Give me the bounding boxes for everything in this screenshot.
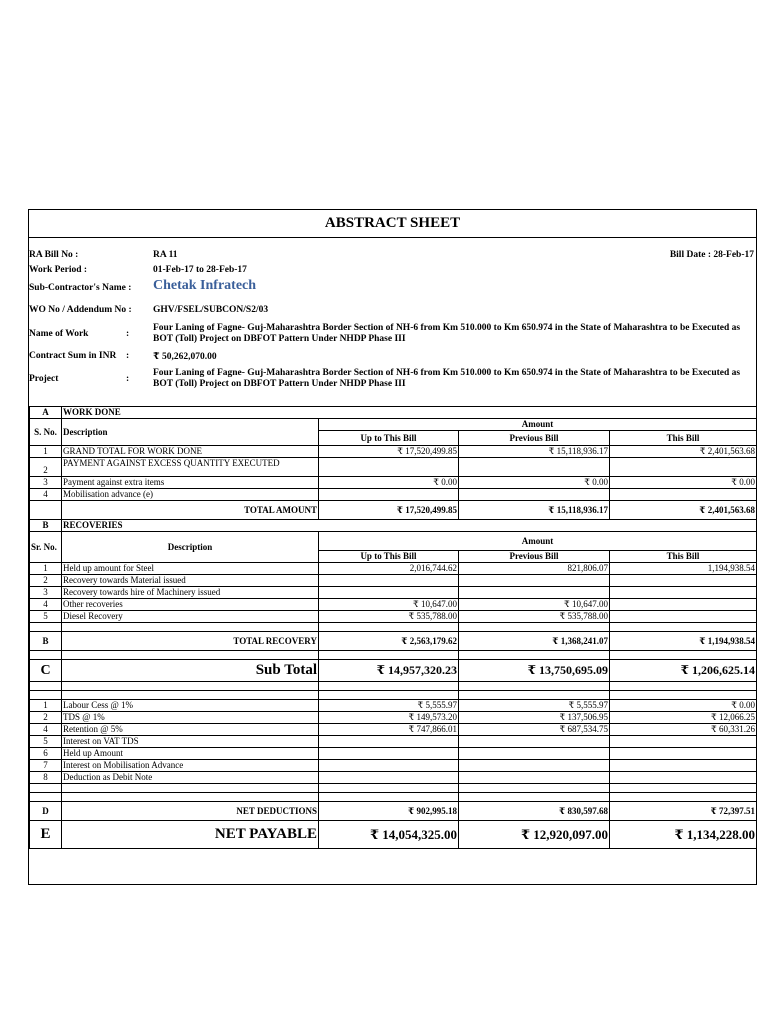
row-prev: ₹ 687,534.75 (459, 724, 610, 736)
row-no: 4 (30, 724, 62, 736)
row-no: 2 (30, 575, 62, 587)
subcontractor-label: Sub-Contractor's Name : (29, 283, 132, 293)
table-row (30, 700, 757, 712)
col-amount: Amount (319, 532, 757, 551)
col-description: Description (62, 419, 319, 446)
row-this: ₹ 2,401,563.68 (610, 446, 757, 458)
net-deductions-row (30, 802, 757, 821)
row-prev: ₹ 0.00 (459, 477, 610, 489)
name-of-work-label: Name of Work (29, 329, 89, 339)
sub-total-upto: ₹ 14,957,320.23 (319, 660, 459, 682)
row-this (610, 458, 757, 477)
total-recovery-letter: B (30, 632, 62, 651)
empty-cell (30, 501, 62, 520)
total-amount-upto: ₹ 17,520,499.85 (319, 501, 459, 520)
sub-total-prev: ₹ 13,750,695.09 (459, 660, 610, 682)
section-title: RECOVERIES (62, 520, 757, 532)
col-description: Description (62, 532, 319, 563)
row-upto: 2,016,744.62 (319, 563, 459, 575)
net-payable-upto: ₹ 14,054,325.00 (319, 821, 459, 849)
row-upto: ₹ 5,555.97 (319, 700, 459, 712)
row-upto: ₹ 747,866.01 (319, 724, 459, 736)
subcontractor-name: Chetak Infratech (153, 278, 257, 293)
row-no: 1 (30, 446, 62, 458)
row-this: ₹ 12,066.25 (610, 712, 757, 724)
row-prev: 821,806.07 (459, 563, 610, 575)
row-this: ₹ 0.00 (610, 477, 757, 489)
wo-value: GHV/FSEL/SUBCON/S2/03 (153, 305, 269, 315)
row-description: Held up Amount (62, 748, 319, 760)
sub-total-this: ₹ 1,206,625.14 (610, 660, 757, 682)
col-sno: S. No. (30, 419, 62, 446)
table-row (30, 575, 757, 587)
row-prev (459, 772, 610, 784)
col-previous-bill: Previous Bill (459, 551, 610, 563)
row-description: Interest on Mobilisation Advance (62, 760, 319, 772)
table-row (30, 446, 757, 458)
row-this (610, 760, 757, 772)
total-amount-label: TOTAL AMOUNT (62, 501, 319, 520)
col-upto-this-bill: Up to This Bill (319, 551, 459, 563)
row-description: Payment against extra items (62, 477, 319, 489)
row-description: Interest on VAT TDS (62, 736, 319, 748)
row-description: Recovery towards hire of Machinery issued (62, 587, 319, 599)
bill-date: Bill Date : 28-Feb-17 (669, 250, 754, 260)
net-deductions-this: ₹ 72,397.51 (610, 802, 757, 821)
sub-total-row (30, 660, 757, 682)
ra-bill-value: RA 11 (153, 250, 178, 260)
total-recovery-upto: ₹ 2,563,179.62 (319, 632, 459, 651)
net-payable-label: NET PAYABLE (62, 821, 319, 849)
row-prev: ₹ 10,647.00 (459, 599, 610, 611)
total-amount-this: ₹ 2,401,563.68 (610, 501, 757, 520)
row-no: 2 (30, 712, 62, 724)
row-prev (459, 575, 610, 587)
net-deductions-label: NET DEDUCTIONS (62, 802, 319, 821)
total-recovery-row (30, 632, 757, 651)
col-this-bill: This Bill (610, 551, 757, 563)
row-this: ₹ 0.00 (610, 700, 757, 712)
table-row (30, 760, 757, 772)
table-row (30, 724, 757, 736)
row-prev: ₹ 137,506.95 (459, 712, 610, 724)
row-no: 3 (30, 587, 62, 599)
row-upto: ₹ 17,520,499.85 (319, 446, 459, 458)
table-row (30, 458, 757, 477)
project-label: Project (29, 374, 59, 384)
row-this (610, 772, 757, 784)
table-row (30, 712, 757, 724)
sheet-title: ABSTRACT SHEET (29, 210, 756, 238)
contract-sum-colon: : (126, 351, 130, 361)
net-payable-this: ₹ 1,134,228.00 (610, 821, 757, 849)
row-upto (319, 458, 459, 477)
row-no: 3 (30, 477, 62, 489)
row-this (610, 489, 757, 501)
total-recovery-this: ₹ 1,194,938.54 (610, 632, 757, 651)
section-a-header (30, 407, 757, 419)
row-upto (319, 587, 459, 599)
row-no: 2 (30, 458, 62, 477)
total-recovery-label: TOTAL RECOVERY (62, 632, 319, 651)
row-description: Held up amount for Steel (62, 563, 319, 575)
ra-bill-label: RA Bill No : (29, 250, 79, 260)
section-b-header (30, 520, 757, 532)
table-row (30, 611, 757, 623)
row-prev (459, 587, 610, 599)
table-row (30, 563, 757, 575)
row-no: 4 (30, 489, 62, 501)
abstract-sheet (28, 209, 757, 885)
row-no: 7 (30, 760, 62, 772)
row-prev (459, 458, 610, 477)
work-done-head-row (30, 419, 757, 431)
row-this (610, 575, 757, 587)
section-letter: B (30, 520, 62, 532)
work-period-value: 01-Feb-17 to 28-Feb-17 (153, 265, 247, 275)
sub-total-label: Sub Total (62, 660, 319, 682)
net-deductions-letter: D (30, 802, 62, 821)
row-this (610, 599, 757, 611)
net-payable-row (30, 821, 757, 849)
row-upto (319, 575, 459, 587)
row-upto (319, 748, 459, 760)
col-sno: Sr. No. (30, 532, 62, 563)
row-prev: ₹ 5,555.97 (459, 700, 610, 712)
row-upto: ₹ 535,788.00 (319, 611, 459, 623)
row-this (610, 736, 757, 748)
section-letter: A (30, 407, 62, 419)
row-prev (459, 736, 610, 748)
table-row (30, 477, 757, 489)
row-upto: ₹ 0.00 (319, 477, 459, 489)
table-row (30, 599, 757, 611)
row-description: Diesel Recovery (62, 611, 319, 623)
name-of-work-colon: : (126, 329, 130, 339)
total-amount-row (30, 501, 757, 520)
row-prev: ₹ 535,788.00 (459, 611, 610, 623)
net-payable-prev: ₹ 12,920,097.00 (459, 821, 610, 849)
col-amount: Amount (319, 419, 757, 431)
project-value: Four Laning of Fagne- Guj-Maharashtra Border Section of NH-6 from Km 510.000 to Km 650.974 in the State of Maharashtra to be Executed as BOT (Toll) Project on DBFOT Pattern Under NHDP Phase III (153, 368, 741, 389)
wo-label: WO No / Addendum No : (29, 305, 132, 315)
row-description: Recovery towards Material issued (62, 575, 319, 587)
row-upto (319, 736, 459, 748)
row-description: Mobilisation advance (e) (62, 489, 319, 501)
net-deductions-upto: ₹ 902,995.18 (319, 802, 459, 821)
name-of-work-value: Four Laning of Fagne- Guj-Maharashtra Border Section of NH-6 from Km 510.000 to Km 650.974 in the State of Maharashtra to be Executed as BOT (Toll) Project on DBFOT Pattern Under NHDP Phase III (153, 323, 741, 344)
row-upto (319, 772, 459, 784)
spacer-row (30, 784, 757, 793)
row-no: 5 (30, 736, 62, 748)
table-row (30, 748, 757, 760)
row-upto: ₹ 10,647.00 (319, 599, 459, 611)
spacer-row (30, 651, 757, 660)
table-row (30, 772, 757, 784)
row-prev (459, 760, 610, 772)
row-this: 1,194,938.54 (610, 563, 757, 575)
row-description: Other recoveries (62, 599, 319, 611)
row-prev: ₹ 15,118,936.17 (459, 446, 610, 458)
recoveries-head-row (30, 532, 757, 551)
row-description: Retention @ 5% (62, 724, 319, 736)
row-upto: ₹ 149,573.20 (319, 712, 459, 724)
abstract-table (29, 406, 757, 849)
row-this: ₹ 60,331.26 (610, 724, 757, 736)
row-upto (319, 489, 459, 501)
row-this (610, 748, 757, 760)
work-period-label: Work Period : (29, 265, 88, 275)
contract-sum-label: Contract Sum in INR (29, 351, 117, 361)
row-upto (319, 760, 459, 772)
row-no: 5 (30, 611, 62, 623)
row-prev (459, 748, 610, 760)
col-previous-bill: Previous Bill (459, 431, 610, 446)
row-prev (459, 489, 610, 501)
row-no: 4 (30, 599, 62, 611)
row-description: GRAND TOTAL FOR WORK DONE (62, 446, 319, 458)
spacer-row (30, 682, 757, 691)
net-deductions-prev: ₹ 830,597.68 (459, 802, 610, 821)
row-no: 6 (30, 748, 62, 760)
row-description: PAYMENT AGAINST EXCESS QUANTITY EXECUTED (62, 458, 319, 477)
row-description: TDS @ 1% (62, 712, 319, 724)
table-row (30, 489, 757, 501)
col-upto-this-bill: Up to This Bill (319, 431, 459, 446)
sub-total-letter: C (30, 660, 62, 682)
row-description: Labour Cess @ 1% (62, 700, 319, 712)
total-amount-prev: ₹ 15,118,936.17 (459, 501, 610, 520)
table-row (30, 736, 757, 748)
net-payable-letter: E (30, 821, 62, 849)
row-description: Deduction as Debit Note (62, 772, 319, 784)
row-no: 1 (30, 563, 62, 575)
col-this-bill: This Bill (610, 431, 757, 446)
spacer-row (30, 793, 757, 802)
row-no: 8 (30, 772, 62, 784)
total-recovery-prev: ₹ 1,368,241.07 (459, 632, 610, 651)
table-row (30, 587, 757, 599)
project-colon: : (126, 374, 130, 384)
row-this (610, 611, 757, 623)
contract-sum-value: ₹ 50,262,070.00 (153, 352, 217, 362)
spacer-row (30, 623, 757, 632)
spacer-row (30, 691, 757, 700)
row-no: 1 (30, 700, 62, 712)
row-this (610, 587, 757, 599)
section-title: WORK DONE (62, 407, 757, 419)
